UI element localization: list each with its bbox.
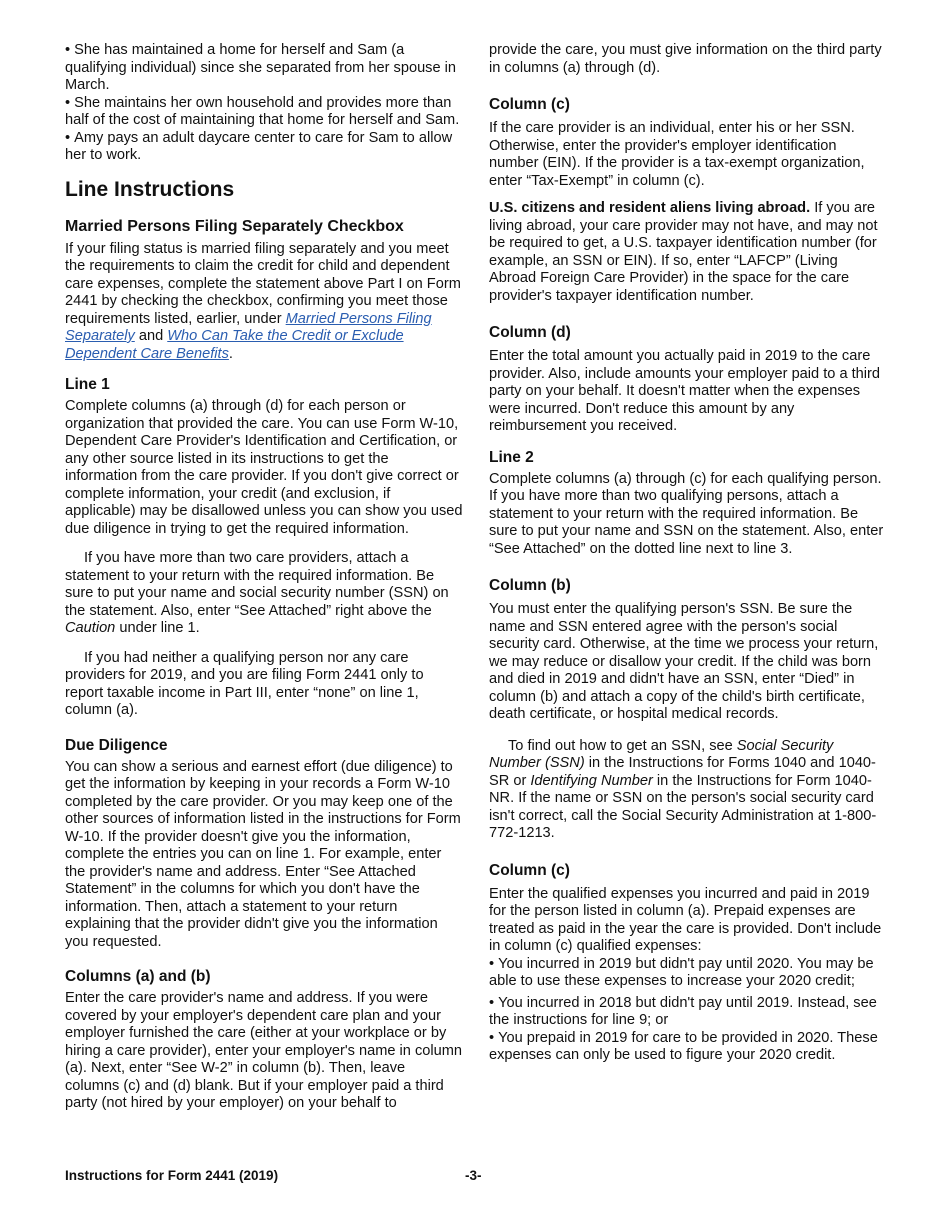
- line1-paragraph: Complete columns (a) through (d) for each person or organization that provided the care. You can use Form W-10, Dependent Care Provider's Identification and Certification, or any other source listed in its instructions to get the information from the care provider. If you don't give correct or complete information, your credit (and exclusion, if applicable) may be disallowed unless you can show you used due diligence in trying to get the required information.: [65, 398, 463, 537]
- line1-paragraph: If you have more than two care providers, attach a statement to your return with the required information. Be sure to put your name and social security number (SSN) on the statement. Also, enter “See Attached” right above the Caution under line 1.: [65, 550, 449, 636]
- column-b-ssn-text: To find out how to get an SSN, see Social Security Number (SSN) in the Instructions for Forms 1040 and 1040-SR or Identifying Number in the Instructions for Form 1040-NR. If the name or SSN on the person's social security card isn't correct, call the Social Security Administration at 1-800-772-1213.: [489, 737, 877, 841]
- list-item: • You incurred in 2019 but didn't pay until 2020. You may be able to use these expenses to increase your 2020 credit;: [489, 955, 874, 989]
- list-item: • She maintains her own household and provides more than half of the cost of maintaining that home for herself and Sam.: [65, 94, 460, 128]
- line1-heading: Line 1: [65, 376, 110, 393]
- abroad-text: U.S. citizens and resident aliens living abroad. If you are living abroad, your care provider may not have, and may not be required to get, a U.S. taxpayer identification number (for example, an SSN or EIN). If so, enter “LAFCP” (Living Abroad Foreign Care Provider) in the space for the care provider's taxpayer identification number.: [489, 200, 878, 304]
- line1-paragraph: If you had neither a qualifying person nor any care providers for 2019, and you are filing Form 2441 only to report taxable income in Part III, enter “none” on line 1, column (a).: [65, 649, 424, 718]
- mfs-heading: Married Persons Filing Separately Checkbox: [65, 217, 404, 235]
- line2-text: Complete columns (a) through (c) for each qualifying person. If you have more than two qualifying persons, attach a statement to your return with the required information. Be sure to put your name and SSN on the statement. Also, enter “See Attached” on the dotted line next to line 3.: [489, 470, 884, 557]
- column-b-heading: Column (b): [489, 577, 571, 594]
- list-item: • You prepaid in 2019 for care to be provided in 2020. These expenses can only be used to figure your 2020 credit.: [489, 1029, 878, 1063]
- page-number: -3-: [465, 1168, 482, 1183]
- due-diligence-heading: Due Diligence: [65, 736, 168, 754]
- columns-ab-heading: Columns (a) and (b): [65, 968, 211, 985]
- column-d-heading: Column (d): [489, 324, 571, 341]
- left-column: [65, 42, 463, 1113]
- footer-form-title: Instructions for Form 2441 (2019): [65, 1168, 279, 1183]
- continuation-text: provide the care, you must give information on the third party in columns (a) through (d).: [489, 42, 882, 76]
- line2-heading: Line 2: [489, 448, 534, 466]
- right-column: [489, 42, 885, 1065]
- column-d-text: Enter the total amount you actually paid in 2019 to the care provider. Also, include amounts your employer paid to a third party on your behalf. It doesn't matter when the expenses were incurred. Don't reduce this amount by any reimbursement you received.: [489, 348, 881, 434]
- column-c-text: If the care provider is an individual, enter his or her SSN. Otherwise, enter the provider's employer identification number (EIN). If the provider is a tax-exempt organization, enter “Tax-Exempt” in column (c).: [489, 120, 865, 189]
- due-diligence-text: You can show a serious and earnest effort (due diligence) to get the information by keeping in your records a Form W-10 completed by the care provider. Or you may keep one of the other sources of information listed in the instructions for Form W-10. If the provider doesn't give you the information, complete the entries you can on line 1. For example, enter the provider's name and address. Enter “See Attached Statement” in the columns for which you don't have the information. Then, attach a statement to your return explaining that the provider didn't give you the information you requested.: [65, 758, 461, 950]
- column-b-text: You must enter the qualifying person's SSN. Be sure the name and SSN entered agree with the person's social security card. Otherwise, at the time we process your return, we may reduce or disallow your credit. If the child was born and died in 2019 and didn't have an SSN, enter “Died” in column (b) and attach a copy of the child's birth certificate, death certificate, or hospital medical records.: [489, 601, 879, 722]
- list-item: • She has maintained a home for herself and Sam (a qualifying individual) since she separated from her spouse in March.: [65, 42, 457, 93]
- list-item: • Amy pays an adult daycare center to care for Sam to allow her to work.: [65, 129, 453, 163]
- list-item: • You incurred in 2018 but didn't pay until 2019. Instead, see the instructions for line 9; or: [489, 994, 877, 1028]
- mfs-text: If your filing status is married filing separately and you meet the requirements to claim the credit for child and dependent care expenses, complete the statement above Part I on Form 2441 by checking the checkbox, confirming you meet those requirements listed, earlier, under Married Persons Filing Separately and Who Can Take the Credit or Exclude Dependent Care Benefits.: [65, 240, 461, 362]
- married-filing-separately-link[interactable]: Married Persons Filing Separately: [65, 310, 432, 344]
- column-c2-heading: Column (c): [489, 861, 570, 879]
- column-c-heading: Column (c): [489, 96, 570, 113]
- column-c2-text: Enter the qualified expenses you incurred and paid in 2019 for the person listed in column (a). Prepaid expenses are treated as paid in the year the care is provided. Don't include in column (c) qualified expenses:: [489, 885, 882, 954]
- who-can-take-credit-link[interactable]: Who Can Take the Credit or Exclude Dependent Care Benefits: [65, 328, 404, 362]
- columns-ab-text: Enter the care provider's name and address. If you were covered by your employer's dependent care plan and your employer furnished the care (either at your workplace or by hiring a care provider), enter your employer's name in column (a). Next, enter “See W-2” in column (b). Then, leave columns (c) and (d) blank. But if your employer paid a third party (not hired by your employer) on your behalf to: [65, 990, 462, 1111]
- section-title: Line Instructions: [65, 177, 235, 201]
